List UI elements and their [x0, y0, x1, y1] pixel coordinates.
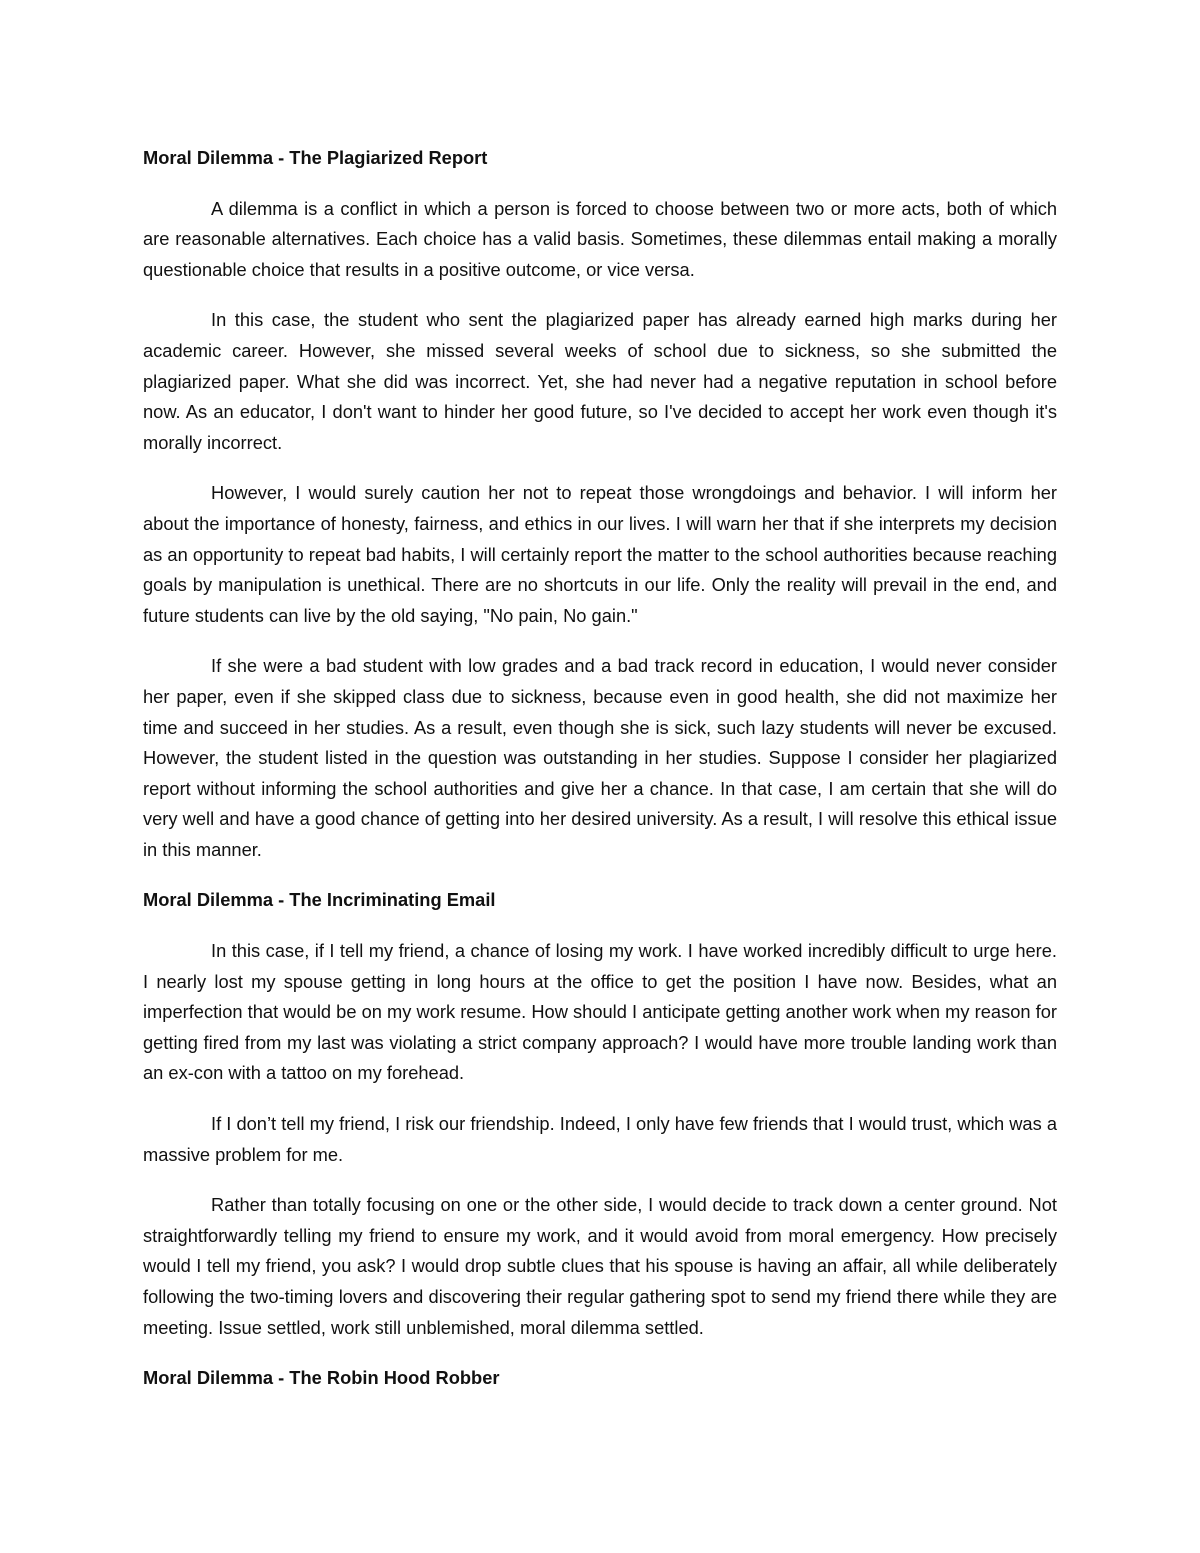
section-incriminating-email [143, 885, 1057, 1343]
section-robin-hood-robber [143, 1363, 1057, 1394]
document-body [143, 143, 1057, 1414]
paragraph: A dilemma is a conflict in which a person is forced to choose between two or more acts, both of which are reasonable alternatives. Each choice has a valid basis. Sometimes, these dilemmas entail making a morally questionable choice that results in a positive outcome, or vice versa. [143, 197, 1057, 280]
paragraph: However, I would surely caution her not to repeat those wrongdoings and behavior. I will inform her about the importance of honesty, fairness, and ethics in our lives. I will warn her that if she interprets my decision as an opportunity to repeat bad habits, I will certainly report the matter to the school authorities because reaching goals by manipulation is unethical. There are no shortcuts in our life. Only the reality will prevail in the end, and future students can live by the old saying, "No pain, No gain." [143, 482, 1057, 626]
section-heading: Moral Dilemma - The Incriminating Email [143, 889, 496, 911]
section-plagiarized-report [143, 143, 1057, 865]
paragraph: In this case, if I tell my friend, a chance of losing my work. I have worked incredibly difficult to urge here. I nearly lost my spouse getting in long hours at the office to get the position I have now. Besides, what an imperfection that would be on my work resume. How should I anticipate getting another work when my reason for getting fired from my last was violating a strict company approach? I would have more trouble landing work than an ex-con with a tattoo on my forehead. [143, 940, 1057, 1084]
paragraph: Rather than totally focusing on one or the other side, I would decide to track down a center ground. Not straightforwardly telling my friend to ensure my work, and it would avoid from moral emergency. How precisely would I tell my friend, you ask? I would drop subtle clues that his spouse is having an affair, all while deliberately following the two-timing lovers and discovering their regular gathering spot to send my friend there while they are meeting. Issue settled, work still unblemished, moral dilemma settled. [143, 1194, 1057, 1338]
paragraph: If I don’t tell my friend, I risk our friendship. Indeed, I only have few friends that I would trust, which was a massive problem for me. [143, 1113, 1057, 1165]
paragraph: In this case, the student who sent the plagiarized paper has already earned high marks during her academic career. However, she missed several weeks of school due to sickness, so she submitted the plagiarized paper. What she did was incorrect. Yet, she had never had a negative reputation in school before now. As an educator, I don't want to hinder her good future, so I've decided to accept her work even though it's morally incorrect. [143, 309, 1057, 453]
section-heading: Moral Dilemma - The Plagiarized Report [143, 147, 488, 168]
section-heading: Moral Dilemma - The Robin Hood Robber [143, 1367, 500, 1389]
paragraph: If she were a bad student with low grades and a bad track record in education, I would never consider her paper, even if she skipped class due to sickness, because even in good health, she did not maximize her time and succeed in her studies. As a result, even though she is sick, such lazy students will never be excused. However, the student listed in the question was outstanding in her studies. Suppose I consider her plagiarized report without informing the school authorities and give her a chance. In that case, I am certain that she will do very well and have a good chance of getting into her desired university. As a result, I will resolve this ethical issue in this manner. [143, 655, 1057, 860]
